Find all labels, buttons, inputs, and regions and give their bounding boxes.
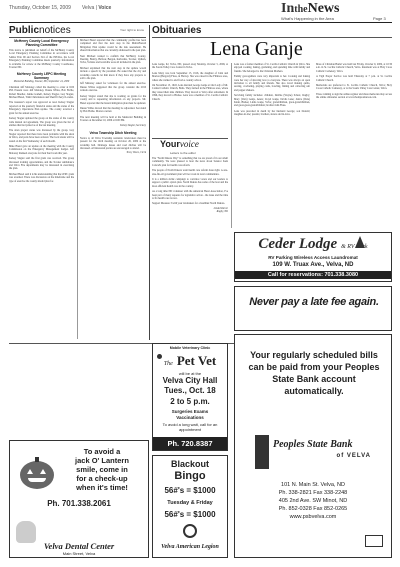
- obit-name: Lena Ganje: [210, 38, 303, 60]
- dental-name: Velva Dental Center: [43, 541, 115, 551]
- column-divider: [231, 63, 232, 228]
- obit-paragraph: Lena Ganje, 92, Velva, ND, passed away Monday, October 5, 2009, at the Souris Valley Care Center in Velva.: [152, 63, 228, 70]
- ceder-lodge-phone: Call for reservations: 701.338.3080: [235, 271, 391, 279]
- masthead: [0, 0, 400, 22]
- obit-paragraph: Memorials are preferred to St. Cecilia Catholic Church, Velva; Holy Cross Catholic Cemetery, or to the Souris Valley Care Center, Velva.: [316, 84, 392, 91]
- pet-vet-location: Velva City Hall: [162, 376, 218, 385]
- ceder-lodge-services: RV Parking Wireless Access Laundromat: [268, 255, 358, 260]
- page-number: Page 3: [373, 16, 386, 21]
- tagline: What's Happening in the Area: [281, 16, 334, 21]
- obit-paragraph: Lena was preceded in death by her husband George; son Donald; daughter-in-law; parents; brothers, sisters and in-laws.: [234, 109, 310, 117]
- column-divider: [149, 25, 150, 340]
- bingo-ad[interactable]: [152, 455, 228, 558]
- obit-paragraph: On November 15, 1943, Lena married George Ganje at Our Lady of Mt. Carmel Catholic Church, Balta. They farmed in the Fillmore area, where they raised their nine children. They moved to Velva after retirement. In 1996, they moved to Bisbee. Lena was a member of St. Cecilia Catholic Church.: [152, 84, 228, 101]
- letter-signature: Rugby, ND: [216, 210, 228, 214]
- pet-vet-vaccinations: Vaccinations: [176, 415, 204, 420]
- late-fee-headline: Never pay a late fee again.: [249, 296, 379, 308]
- jack-o-lantern-icon: [20, 461, 54, 489]
- notice-paragraph: Kelsey Slagter said the first grant was received. The group discussed training opportunities, and the Towner Ambulance and Velva Fire departments may be interested in exercising the plan.: [9, 157, 74, 171]
- letter-paragraph: It is a million dollar campaign to convince voters and our leaders to support a public option plan. North Dakota has some of the best and the most efficient health care in the country.: [152, 178, 228, 188]
- pet-vet-will-be: will be at the: [178, 371, 202, 376]
- obit-paragraph: Lena was a former member of St. Cecilia Catholic Church in Velva. She enjoyed cooking, baking, gardening, and spending time with family and friends. She belonged to the Christian Mothers.: [234, 63, 310, 73]
- notice-paragraph: Chairman Jeff Maloney called the meeting to order at 6:00 PM. Present were Jeff Maloney, Duane Willes, Bob Bollie, Robert Mueller, Jennie Gamell, Kelsey Slagter, Guy Slagter, Michael Hazel, Trish Christianson and Sheriff Cheryl Lorentz.: [9, 85, 74, 100]
- bingo-sponsor: Velva American Legion: [161, 544, 219, 550]
- bingo-prize-2: 56#'s = $1000: [164, 510, 216, 519]
- bingo-heading-2: Bingo: [174, 470, 206, 482]
- fdic-icon: [365, 535, 383, 547]
- pub-name: Velva | Voice: [82, 5, 112, 11]
- notices-rule: [9, 37, 146, 38]
- notice-paragraph: Michael Hazel reported that the community profile has been completed and that the next step in the Multi-Hazard Mitigation Plan update would be the risk assessment. He shared information that are currently addressed in the past plan.: [80, 39, 146, 53]
- late-fee-ad[interactable]: [234, 286, 392, 331]
- notice-paragraph: This notice is published on behalf of the McHenry County Local Emergency Planning Committee in accordance with SARA Title III and Section 324 of the EPCRA, the Local Emergency Planning Committee meets quarterly. Information is available for review at the McHenry County Courthouse, Towner ND.: [9, 49, 74, 70]
- pet-vet-date: Tues., Oct. 18: [164, 386, 216, 395]
- dental-address: Main Street, Velva: [62, 551, 96, 556]
- pet-vet-services: Surgeries Exams: [171, 409, 209, 414]
- bank-of-velva: of VELVA: [336, 453, 371, 459]
- notice-paragraph: Michael Hazel said it is his understanding that the LEPC grant was awarded. There was discussion on the timeframe and the type of exercise the county should plan for.: [9, 172, 74, 183]
- obit-paragraph: Surviving family includes: children, Debbie (Wayne) Scherr, Rugby; Mary (Vern) Ganje, Aneta; Lloyd Ganje, Devils Lake; Janice (Dale) Klein, Bisbee; Linda Ganje, Velva; grandchildren, great-grandchildren, and great-great-grandchildren; brother John Fluss.: [234, 94, 310, 108]
- notice-paragraph: Jeff Maloney asked for volunteers for the annual exercise. Duane Willes suggested that the group consider the 2010 tornado exercise.: [80, 82, 146, 93]
- pet-vet-phone: Ph. 720.8387: [153, 437, 227, 450]
- notice-heading-summary: McHenry County LEPC Meeting Summary: [16, 72, 67, 81]
- notice-paragraph: The treasurer's report was approved as read. Kelsey Slagter reported on the quarterly financial status and the status of the Emergency Operations Plan update. The county received a grant for the annual exercise.: [9, 101, 74, 115]
- column-divider: [77, 39, 78, 339]
- notices-column-1: [9, 39, 74, 183]
- pet-vet-logo: The Pet Vet: [163, 353, 217, 368]
- issue-date: Thursday, October 15, 2009: [9, 5, 71, 11]
- notice-signature: Kelsey Slagter, Secretary: [120, 123, 146, 127]
- notice-paragraph: The siren project status was discussed by the group. Guy Slagter reported that there have been problems with the siren in Velva, and parts have been ordered. The local sirens will be tested on the first Wednesday of each month.: [9, 129, 74, 143]
- notice-paragraph: Michael explained that the next step in the update would include a speech by the president. He asked that the city and township councils let him know if they have any projects to add to the plan.: [80, 66, 146, 81]
- pet-vet-top-line: Mobile Veterinary Clinic: [169, 346, 211, 350]
- notices-column-2: [80, 39, 146, 154]
- your-voice-heading: Yourvoice: [160, 139, 199, 149]
- letters-subheading: Letters to the editor: [170, 151, 196, 155]
- ceder-lodge-address: 109 W. Truax Ave., Velva, ND: [272, 262, 354, 268]
- ceder-lodge-sub: & RV Park: [341, 244, 368, 250]
- obituaries-heading: Obituaries: [152, 25, 202, 36]
- in-the-news-logo: IntheNews: [281, 1, 340, 16]
- notice-heading-lepc: McHenry County Local Emergency Planning Committee: [14, 39, 69, 47]
- dental-phone: Ph. 701.338.2061: [47, 499, 111, 508]
- notice-paragraph: Kelsey Slagter stated that she is working on grants for the county and is requesting information on any projects. Mr. Hazel reported that the hazard mitigation plan must be updated.: [80, 94, 146, 105]
- public-notices-heading: Publicnotices: [9, 25, 71, 36]
- dental-headline: To avoid a jack O' Lantern smile, come in for a check-up when it's time!: [75, 447, 129, 492]
- notice-subheading: Memorial Building, Towner, ND, September 24, 2009: [13, 80, 70, 84]
- dental-ad[interactable]: [9, 440, 149, 558]
- bank-logo: [255, 435, 371, 469]
- pet-vet-ad[interactable]: [152, 343, 228, 451]
- letter-paragraph: The people of North Dakota want health care reform done right. A one-size-fits-all government plan will not work in rural communities.: [152, 169, 228, 176]
- bank-emblem-icon: [255, 435, 269, 469]
- obit-column-2: [234, 63, 310, 117]
- bingo-heading-1: Blackout: [170, 459, 209, 469]
- ceder-lodge-name: Ceder Lodge: [258, 236, 338, 252]
- letter-signature: Linda Warner: [213, 206, 228, 210]
- ceder-lodge-logo: [235, 235, 391, 253]
- letter-paragraph: Support Measure 3 with your lawmakers for a healthier North Dakota.: [152, 202, 225, 206]
- notice-paragraph: The next meeting will be held at the Memorial Building in Towner on December 10, 2009 at 6:00 PM.: [80, 115, 146, 123]
- letter-paragraph: The "North Dakota Way" is something that we are proud of in our small community. We were pleased to hear the news about Senator Kent Conrad's plan for health care reform.: [152, 157, 228, 167]
- obit-paragraph: Family get-togethers were very important to her. Cooking and baking were her way of showing love to everyone. There was always an open invitation to all family and friends. She also loved making quilts, sewing, crocheting, playing cards, bowling, fishing and collecting salt and pepper shakers.: [234, 75, 310, 92]
- ceder-lodge-ad[interactable]: [234, 232, 392, 282]
- bingo-days: Tuesday & Friday: [167, 500, 213, 506]
- obit-paragraph: Those wishing to sign the online register and share memories may access the online obituaries section at www.thompsonlarson.com.: [316, 92, 392, 100]
- bank-message: Your regularly scheduled bills can be paid from your Peoples State Bank account automatically.: [248, 350, 380, 396]
- right-to-know-note: Your right to know: [120, 28, 144, 32]
- bingo-prize-1: 56#'s = $1000: [164, 486, 216, 495]
- obit-paragraph: Lena Mary was born September 15, 1916, the daughter of John and Marion (Bergold) Fluss, in Harvey. She was raised in the Fillmore area, where she walked to and from a country school.: [152, 71, 228, 82]
- pet-vet-time: 2 to 5 p.m.: [170, 397, 210, 406]
- obit-column-3: [316, 63, 392, 100]
- notice-paragraph: Kelsey Slagter updated the group on the status of the county wide mutual aid agreement. The group was given the list of entities that had joined as of the last meeting.: [9, 117, 74, 127]
- notice-paragraph: Next Michael wanted to confirm that McHenry County, Deering, Bantry, Balfour, Bergen, Karlsruhe, Towner, Upham, Velva, Voltaire and Granville were all included in the plan.: [80, 54, 146, 65]
- obit-column-1: [152, 63, 228, 101]
- bank-address: 101 N. Main St. Velva, ND Ph. 338-2821 Fax 338-2248 405 2nd Ave. SW Minot, ND Ph. 852-0328 Fax 852-0265 www.psbvelva.com: [278, 482, 348, 520]
- letter-paragraph: As a long time ND volunteer with the American Heart Association, I've been part of many requests for legislative action - the issue and the time to fix health care is now.: [152, 190, 228, 201]
- obit-paragraph: A Vigil Prayer Service was held Thursday at 7 p.m. at St. Cecilia Catholic Church.: [316, 75, 392, 82]
- tooth-icon: [16, 521, 36, 543]
- notice-paragraph: Mike Hazel gave an update on the meeting with the County Commission on the Emergency Management budget. Jeff Maloney thanked everyone for their hard work this year.: [9, 144, 74, 155]
- notice-signature: Tracy Vavra, Clerk: [126, 150, 146, 154]
- notice-paragraph: Notice to all Velva Township residents: landowners must be present for the ditch meeting on October 26, 2009 at the township hall. Drainage issues and road ditches will be discussed. All interested parties are encouraged to attend.: [80, 136, 146, 151]
- bank-name: Peoples State Bank: [273, 439, 353, 450]
- pet-vet-appointment: To avoid a long wait, call for an appointment: [162, 422, 218, 432]
- header-rule: [9, 22, 392, 23]
- tree-icon: [355, 236, 365, 248]
- letters-column: [152, 157, 228, 214]
- legion-emblem-icon: [183, 524, 197, 538]
- notice-paragraph: Duane Willes moved that the meeting be adjourned. Seconded by Bob Bollie. Motion carried.: [80, 106, 146, 114]
- obit-paragraph: Mass of Christian Burial was held last Friday, October 9, 2009, at 10:30 a.m. in St. Cecilia Catholic Church, Velva. Interment was at Holy Cross Catholic Cemetery, Velva.: [316, 63, 392, 73]
- notice-heading-ditch: Velva Township Ditch Meeting: [89, 130, 137, 135]
- paw-icon: [157, 354, 162, 359]
- state-bank-ad[interactable]: [234, 334, 392, 558]
